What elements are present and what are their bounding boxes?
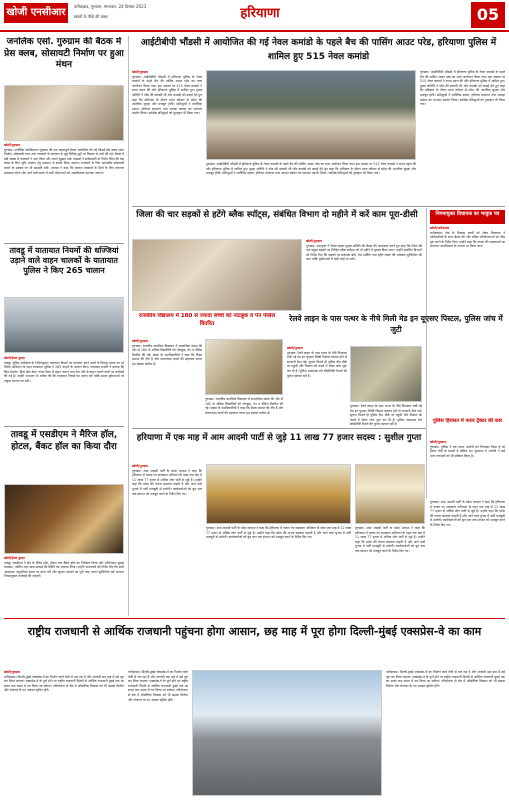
photo-pistol <box>350 346 422 402</box>
article-body: गुरुग्राम। आम आदमी पार्टी के प्रदेश अध्यक्ष ने कहा कि हरियाणा में चलाए गए सदस्यता अभियान के तहत एक माह में 11 लाख 77 हजार से अधिक लोग पार्टी से जुड़े हैं। उन्होंने कहा कि प्रदेश की जनता बदलाव चाहती है और आने वाले चुनाव में पार्टी मजबूती से उतरेगी। कार्यकर्ताओं को बूथ स्तर तक संगठन को मजबूत करने के निर्देश दिए गए। <box>206 526 351 540</box>
article-body: गुरुग्राम। आईटीबीपी भौंडसी में हरियाणा पुलिस के नेवल कमांडो के पहले बैच की पासिंग आउट परेड का भव्य आयोजन किया गया। इस अवसर पर 515 नेवल कमांडो ने शपथ ग्रहण की और हरियाणा पुलिस में शामिल हुए। मुख्य अतिथि ने परेड की सलामी ली और कमांडो को बधाई देते हुए कहा कि प्रशिक्षण के दौरान प्राप्त कौशल से प्रदेश की आंतरिक सुरक्षा और मजबूत होगी। प्रशिक्षुओं ने शारीरिक दक्षता, हथियार संचालन तथा आपदा प्रबंधन का शानदार प्रदर्शन किया। सर्वश्रेष्ठ प्रशिक्षुओं को पुरस्कृत भी किया गया। <box>132 74 202 116</box>
article-school <box>132 339 202 425</box>
article-body: गुरुग्राम। आम आदमी पार्टी के प्रदेश अध्यक्ष ने कहा कि हरियाणा में चलाए गए सदस्यता अभियान के तहत एक माह में 11 लाख 77 हजार से अधिक लोग पार्टी से जुड़े हैं। उन्होंने कहा कि प्रदेश की जनता बदलाव चाहती है और आने वाले चुनाव में पार्टी मजबूती से उतरेगी। कार्यकर्ताओं को बूथ स्तर तक संगठन को मजबूत करने के निर्देश दिए गए। <box>355 526 425 553</box>
article-body: फरीदाबाद। दिल्ली-मुंबई एक्सप्रेस-वे का निर्माण कार्य तेजी से चल रहा है और आगामी छह माह में इसे पूरा कर लिया जाएगा। एक्सप्रेस-वे के पूर्ण होने पर राष्ट्रीय राजधानी दिल्ली से आर्थिक राजधानी मुंबई तक का सफर कम समय में तय किया जा सकेगा। परियोजना से क्षेत्र में औद्योगिक विकास को भी बढ़ावा मिलेगा और रोजगार के नए अवसर सृजित होंगे। <box>386 670 505 688</box>
newspaper-logo: खोजी एनसीआर <box>4 3 68 23</box>
article-body: गुरुग्राम। राजकीय प्राथमिक विद्यालय में सामाजिक संस्था की ओर से 180 से अधिक विद्यार्थियों को नोटबुक, पेन व पेंसिल वितरित की गई। संस्था के पदाधिकारियों ने कहा कि शिक्षा समाज की नींव है और जरूरतमंद बच्चों की सहायता करना हम सबका कर्तव्य है। <box>132 343 202 366</box>
tagline: खबरों के पीछे की खबर <box>74 14 108 19</box>
article-aap-col4 <box>430 500 505 614</box>
article-body: गुरुग्राम। रेलवे लाइन के पास पत्थर के नीचे छिपाकर रखी गई मेड इन यूएसए लिखी पिस्टल बरामद होने से सनसनी फैल गई। सूचना मिलते ही पुलिस टीम मौके पर पहुंची और पिस्टल को कब्जे में लेकर जांच शुरू कर दी है। पुलिस आसपास लगे सीसीटीवी कैमरों की फुटेज खंगाल रही है। <box>287 350 347 378</box>
headline-sdm-visit: तावडू में एसडीएम ने मैरिज हॉल, होटल, बैंकट हॉल का किया दौरा <box>10 430 118 452</box>
byline: खोजी/गुरुग्राम <box>132 70 149 74</box>
article-commando-col1 <box>132 70 202 204</box>
headline-mla: निगमायुक्त विधायक का भावुक पत्र <box>430 210 505 224</box>
byline: खोजी/फरीदाबाद <box>430 226 450 230</box>
headline-aap: हरियाणा में एक माह में आम आदमी पार्टी से जुड़े 11 लाख 77 हजार सदस्य : सुशील गुप्ता <box>136 433 422 443</box>
photo-press-club-meeting <box>4 85 124 141</box>
photo-aap-party <box>355 464 425 524</box>
headline-truck: पुलिस हिरासत में फरार ट्रैक्टर की कार <box>432 418 503 424</box>
byline: खोजी/गुरुग्राम <box>132 464 149 468</box>
byline: खोजी/गुरुग्राम <box>306 239 323 243</box>
photo-dc-meeting <box>132 239 302 311</box>
byline: खोजी/हेमंत कुमार <box>4 356 25 360</box>
byline: खोजी/हेमंत कुमार <box>4 556 25 560</box>
photo-commando-parade <box>206 70 416 160</box>
article-commando-col3 <box>420 70 505 204</box>
divider <box>4 618 505 619</box>
photo-traffic-car <box>4 297 124 353</box>
column-divider <box>426 208 427 498</box>
column-divider <box>128 36 129 616</box>
headline-commando: आईटीबीपी भौंडसी में आयोजित की गई नेवल कमांडो के पहले बैच की पासिंग आउट परेड, हरियाणा पुलिस में शामिल हुए 515 नेवल कमांडो <box>140 38 497 62</box>
article-body: तावडू। पुलिस अधीक्षक के निर्देशानुसार यातायात नियमों का उल्लंघन करने वालों के विरुद्ध चलाए जा रहे विशेष अभियान के तहत यातायात पुलिस ने 265 वाहनों के चालान किए। यातायात प्रभारी ने बताया कि बिना हेलमेट, बिना सीट बेल्ट, गलत दिशा में वाहन चलाने तथा तेज गति से वाहन चलाने वालों पर कार्रवाई की गई है। उन्होंने आमजन से अपील की कि यातायात नियमों का पालन करें ताकि सड़क दुर्घटनाओं पर अंकुश लगाया जा सके। <box>4 360 124 383</box>
photo-school-students <box>205 339 283 395</box>
article-black-spots <box>306 239 422 311</box>
article-aap-col2 <box>206 526 351 614</box>
photo-expressway <box>192 670 382 796</box>
article-pistol <box>287 346 347 426</box>
divider <box>132 206 505 207</box>
article-expressway-col2 <box>128 670 188 796</box>
article-body: गुरुग्राम। आम आदमी पार्टी के प्रदेश अध्यक्ष ने कहा कि हरियाणा में चलाए गए सदस्यता अभियान के तहत एक माह में 11 लाख 77 हजार से अधिक लोग पार्टी से जुड़े हैं। उन्होंने कहा कि प्रदेश की जनता बदलाव चाहती है और आने वाले चुनाव में पार्टी मजबूती से उतरेगी। कार्यकर्ताओं को बूथ स्तर तक संगठन को मजबूत करने के निर्देश दिए गए। <box>430 500 505 527</box>
article-sdm-visit <box>4 556 124 616</box>
article-press-club <box>4 143 124 241</box>
article-aap-col3 <box>355 526 425 614</box>
headline-school: राजकीय विद्यालय में 180 से ज्यादा बच्चों को नोटबुक व पेन पेंसिल वितरित <box>138 313 276 327</box>
divider <box>4 426 124 427</box>
byline: खोजी/गुरुग्राम <box>287 346 304 350</box>
article-body: गुरुग्राम। आम आदमी पार्टी के प्रदेश अध्यक्ष ने कहा कि हरियाणा में चलाए गए सदस्यता अभियान के तहत एक माह में 11 लाख 77 हजार से अधिक लोग पार्टी से जुड़े हैं। उन्होंने कहा कि प्रदेश की जनता बदलाव चाहती है और आने वाले चुनाव में पार्टी मजबूती से उतरेगी। कार्यकर्ताओं को बूथ स्तर तक संगठन को मजबूत करने के निर्देश दिए गए। <box>132 468 202 496</box>
article-body: गुरुग्राम। राजकीय प्राथमिक विद्यालय में सामाजिक संस्था की ओर से 180 से अधिक विद्यार्थियों को नोटबुक, पेन व पेंसिल वितरित की गई। संस्था के पदाधिकारियों ने कहा कि शिक्षा समाज की नींव है और जरूरतमंद बच्चों की सहायता करना हम सबका कर्तव्य है। <box>205 397 283 415</box>
article-expressway <box>4 670 124 796</box>
photo-aap-stage <box>206 464 351 524</box>
article-aap <box>132 464 202 614</box>
masthead <box>0 0 509 32</box>
headline-pistol: रेलवे लाइन के पास पत्थर के नीचे मिली मेड इन यूएसए पिस्टल, पुलिस जांच में जुटी <box>289 314 503 334</box>
article-body: फरीदाबाद। दिल्ली-मुंबई एक्सप्रेस-वे का निर्माण कार्य तेजी से चल रहा है और आगामी छह माह में इसे पूरा कर लिया जाएगा। एक्सप्रेस-वे के पूर्ण होने पर राष्ट्रीय राजधानी दिल्ली से आर्थिक राजधानी मुंबई तक का सफर कम समय में तय किया जा सकेगा। परियोजना से क्षेत्र में औद्योगिक विकास को भी बढ़ावा मिलेगा और रोजगार के नए अवसर सृजित होंगे। <box>128 670 188 702</box>
byline: खोजी/गुरुग्राम <box>4 143 21 147</box>
article-body: गुरुग्राम। आईटीबीपी भौंडसी में हरियाणा पुलिस के नेवल कमांडो के पहले बैच की पासिंग आउट परेड का भव्य आयोजन किया गया। इस अवसर पर 515 नेवल कमांडो ने शपथ ग्रहण की और हरियाणा पुलिस में शामिल हुए। मुख्य अतिथि ने परेड की सलामी ली और कमांडो को बधाई देते हुए कहा कि प्रशिक्षण के दौरान प्राप्त कौशल से प्रदेश की आंतरिक सुरक्षा और मजबूत होगी। प्रशिक्षुओं ने शारीरिक दक्षता, हथियार संचालन तथा आपदा प्रबंधन का शानदार प्रदर्शन किया। सर्वश्रेष्ठ प्रशिक्षुओं को पुरस्कृत भी किया गया। <box>420 70 505 107</box>
article-body: फरीदाबाद। क्षेत्र के विकास कार्यों को लेकर विधायक ने अधिकारियों के साथ बैठक की और लंबित परियोजनाओं को शीघ्र पूरा करने के निर्देश दिए। उन्होंने कहा कि जनता की समस्याओं का समाधान प्राथमिकता के आधार पर किया जाए। <box>430 230 505 249</box>
article-body: गुरुग्राम। पुलिस ने एक फरार आरोपी को गिरफ्तार किया है जो ट्रैक्टर चोरी के मामले में वांछित था। पूछताछ में आरोपी ने कई अन्य वारदातों को भी स्वीकार किया है। <box>430 444 505 458</box>
article-body: गुरुग्राम। रेलवे लाइन के पास पत्थर के नीचे छिपाकर रखी गई मेड इन यूएसए लिखी पिस्टल बरामद होने से सनसनी फैल गई। सूचना मिलते ही पुलिस टीम मौके पर पहुंची और पिस्टल को कब्जे में लेकर जांच शुरू कर दी है। पुलिस आसपास लगे सीसीटीवी कैमरों की फुटेज खंगाल रही है। <box>350 404 422 426</box>
article-body: तावडू। एसडीएम ने क्षेत्र के मैरिज हॉल, होटल तथा बैंकट हॉल का निरीक्षण किया और अग्निशमन सुरक्षा व्यवस्था, पार्किंग तथा साफ-सफाई की स्थिति का जायजा लिया। उन्होंने संचालकों को निर्देश दिए कि सभी आवश्यक अनुमतियां समय पर प्राप्त करें और सुरक्षा मानकों का पूरी तरह पालन सुनिश्चित करें अन्यथा नियमानुसार कार्रवाई की जाएगी। <box>4 560 124 579</box>
article-school-col2 <box>205 397 283 425</box>
headline-press-club: जनलिंक एसो. गुरुग्राम की बैठक में प्रेस क्लब, सोसायटी निर्माण पर हुआ मंथन <box>4 37 124 70</box>
dateline: फरीदाबाद, गुरुग्राम, मंगलवार, 24 दिसंबर 2023 <box>74 4 147 9</box>
article-truck <box>430 440 505 498</box>
photo-hotel <box>4 484 124 554</box>
section-title: हरियाणा <box>240 6 280 21</box>
byline: खोजी/गुरुग्राम <box>132 339 149 343</box>
byline: खोजी/गुरुग्राम <box>430 440 447 444</box>
article-expressway-col3 <box>386 670 505 796</box>
divider <box>4 243 124 244</box>
article-pistol-col2 <box>350 404 422 426</box>
article-traffic <box>4 356 124 424</box>
article-body: गुरुग्राम। उपायुक्त ने जिला सड़क सुरक्षा समिति की बैठक की अध्यक्षता करते हुए कहा कि जिला की चार प्रमुख सड़कों पर चिन्हित ब्लैक स्पॉट्स को दो महीने में दुरुस्त किया जाए। उन्होंने संबंधित विभागों को निर्देश दिए कि सड़कों पर संकेतक बोर्ड, रोड मार्किंग तथा स्ट्रीट लाइट की व्यवस्था सुनिश्चित की जाए ताकि दुर्घटनाओं में कमी लाई जा सके। <box>306 243 422 262</box>
page-number: 05 <box>471 2 505 28</box>
article-body: गुरुग्राम। आईटीबीपी भौंडसी में हरियाणा पुलिस के नेवल कमांडो के पहले बैच की पासिंग आउट परेड का भव्य आयोजन किया गया। इस अवसर पर 515 नेवल कमांडो ने शपथ ग्रहण की और हरियाणा पुलिस में शामिल हुए। मुख्य अतिथि ने परेड की सलामी ली और कमांडो को बधाई देते हुए कहा कि प्रशिक्षण के दौरान प्राप्त कौशल से प्रदेश की आंतरिक सुरक्षा और मजबूत होगी। प्रशिक्षुओं ने शारीरिक दक्षता, हथियार संचालन तथा आपदा प्रबंधन का शानदार प्रदर्शन किया। सर्वश्रेष्ठ प्रशिक्षुओं को पुरस्कृत भी किया गया। <box>206 162 416 176</box>
article-body: गुरुग्राम। जर्नलिंक एसोसिएशन गुरुग्राम की एक महत्वपूर्ण बैठक आयोजित की गई जिसमें प्रेस क्लब भवन निर्माण, सोसायटी गठन तथा पत्रकारों के कल्याण से जुड़े विभिन्न मुद्दों पर विस्तार से चर्चा की गई। बैठक में बड़ी संख्या में पत्रकारों ने भाग लिया और अपने सुझाव रखे। सदस्यों ने सर्वसम्मति से निर्णय लिया कि प्रेस क्लब के लिए भूमि आवंटन हेतु प्रशासन से संपर्क किया जाएगा। पत्रकारों के लिए आवासीय सोसायटी बनाने के प्रस्ताव पर भी सहमति बनी। अध्यक्ष ने कहा कि संगठन पत्रकारों के हितों के लिए लगातार प्रयासरत रहेगा और आने वाले समय में सभी योजनाओं को अमलीजामा पहनाया जाएगा। <box>4 147 124 175</box>
headline-traffic: तावडू में यातायात नियमों की धज्जियां उड़ाने वाले वाहन चालकों के यातायात पुलिस ने किए 265 चालान <box>9 246 119 275</box>
headline-expressway: राष्ट्रीय राजधानी से आर्थिक राजधानी पहुंचना होगा आसान, छह माह में पूरा होगा दिल्ली-मुंबई एक्सप्रेस-वे का काम <box>27 625 482 638</box>
divider <box>132 428 426 429</box>
headline-black-spots: जिला की चार सड़कों से हटेंगे ब्लैक स्पॉट्स, संबंधित विभाग दो महीने में करें काम पूरा-डीसी <box>136 210 418 220</box>
article-commando-col2 <box>206 162 416 204</box>
article-body: फरीदाबाद। दिल्ली-मुंबई एक्सप्रेस-वे का निर्माण कार्य तेजी से चल रहा है और आगामी छह माह में इसे पूरा कर लिया जाएगा। एक्सप्रेस-वे के पूर्ण होने पर राष्ट्रीय राजधानी दिल्ली से आर्थिक राजधानी मुंबई तक का सफर कम समय में तय किया जा सकेगा। परियोजना से क्षेत्र में औद्योगिक विकास को भी बढ़ावा मिलेगा और रोजगार के नए अवसर सृजित होंगे। <box>4 674 124 693</box>
byline: खोजी/गुरुग्राम <box>4 670 21 674</box>
